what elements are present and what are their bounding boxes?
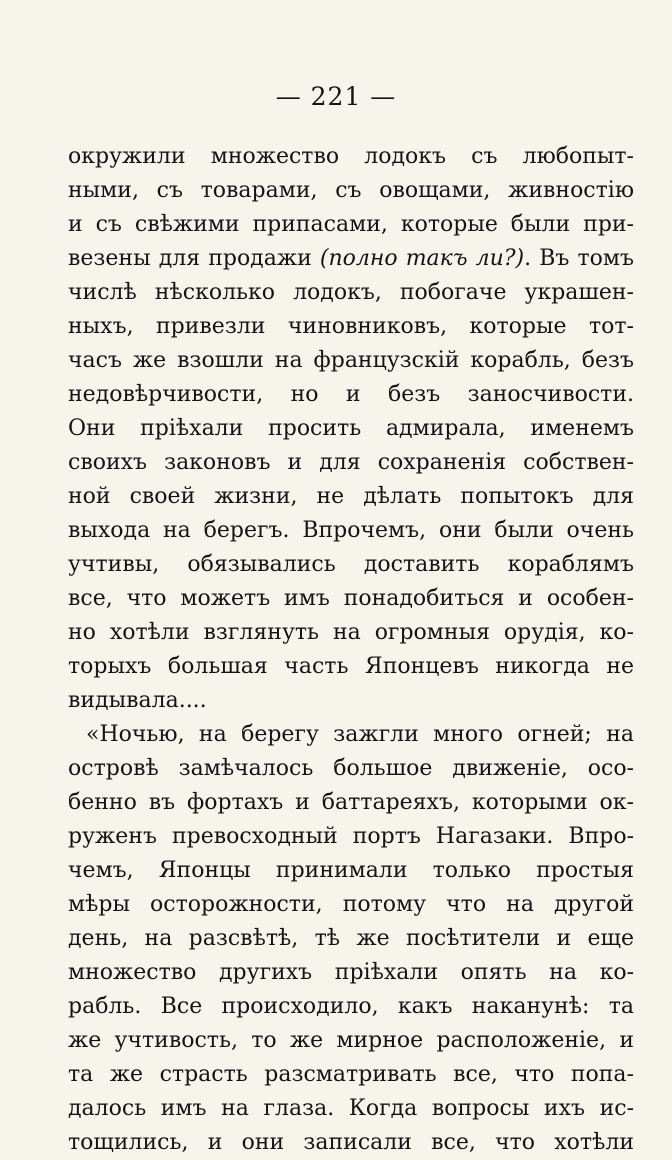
italic-remark: (полно такъ ли?) bbox=[319, 246, 525, 271]
text-line: Они пріѣхали просить адмирала, именемъ bbox=[68, 416, 634, 441]
text-line: далось имъ на глаза. Когда вопросы ихъ ис- bbox=[68, 1096, 634, 1121]
text-line: часъ же взошли на французскій корабль, безъ bbox=[68, 348, 634, 373]
text-line: ными, съ товарами, съ овощами, живностію bbox=[68, 178, 634, 203]
text-segment: . Въ томъ bbox=[524, 246, 634, 271]
text-line: выхода на берегъ. Впрочемъ, они были очень bbox=[68, 518, 634, 543]
text-line: островѣ замѣчалось большое движеніе, осо- bbox=[68, 756, 634, 781]
text-line: учтивы, обязывались доставить кораблямъ bbox=[68, 552, 634, 577]
text-line: видывала.... bbox=[68, 688, 207, 713]
text-line: недовѣрчивости, но и безъ заносчивости. bbox=[68, 382, 634, 407]
text-line: «Ночью, на берегу зажгли много огней; на bbox=[86, 722, 634, 747]
body-text bbox=[68, 140, 634, 1160]
text-line: рабль. Все происходило, какъ наканунѣ: та bbox=[68, 994, 634, 1019]
text-line: торыхъ большая часть Японцевъ никогда не bbox=[68, 654, 634, 679]
text-line bbox=[68, 242, 634, 276]
text-line: ныхъ, привезли чиновниковъ, которые тот- bbox=[68, 314, 634, 339]
text-line: окружили множество лодокъ съ любопыт- bbox=[68, 144, 634, 169]
text-line: своихъ законовъ и для сохраненія собствен- bbox=[68, 450, 634, 475]
text-line: руженъ превосходный портъ Нагазаки. Впро- bbox=[68, 824, 634, 849]
text-line: но хотѣли взглянуть на огромныя орудія, ко- bbox=[68, 620, 634, 645]
text-line: же учтивость, то же мирное расположеніе, и bbox=[68, 1028, 634, 1053]
text-line: все, что можетъ имъ понадобиться и особен- bbox=[68, 586, 634, 611]
text-line: тощились, и они записали все, что хотѣли bbox=[68, 1130, 634, 1155]
text-line: мѣры осторожности, потому что на другой bbox=[68, 892, 634, 917]
text-line: бенно въ фортахъ и баттареяхъ, которыми ок- bbox=[68, 790, 634, 815]
text-line: чемъ, Японцы принимали только простыя bbox=[68, 858, 634, 883]
text-line: множество другихъ пріѣхали опять на ко- bbox=[68, 960, 634, 985]
page-number: — 221 — bbox=[275, 82, 397, 111]
text-line: числѣ нѣсколько лодокъ, побогаче украшен- bbox=[68, 280, 634, 305]
text-segment: везены для продажи bbox=[68, 246, 320, 271]
text-line: та же страсть разсматривать все, что попа- bbox=[68, 1062, 634, 1087]
text-line: день, на разсвѣтѣ, тѣ же посѣтители и еще bbox=[68, 926, 634, 951]
text-line: ной своей жизни, не дѣлать попытокъ для bbox=[68, 484, 634, 509]
text-line: и съ свѣжими припасами, которые были при- bbox=[68, 212, 634, 237]
